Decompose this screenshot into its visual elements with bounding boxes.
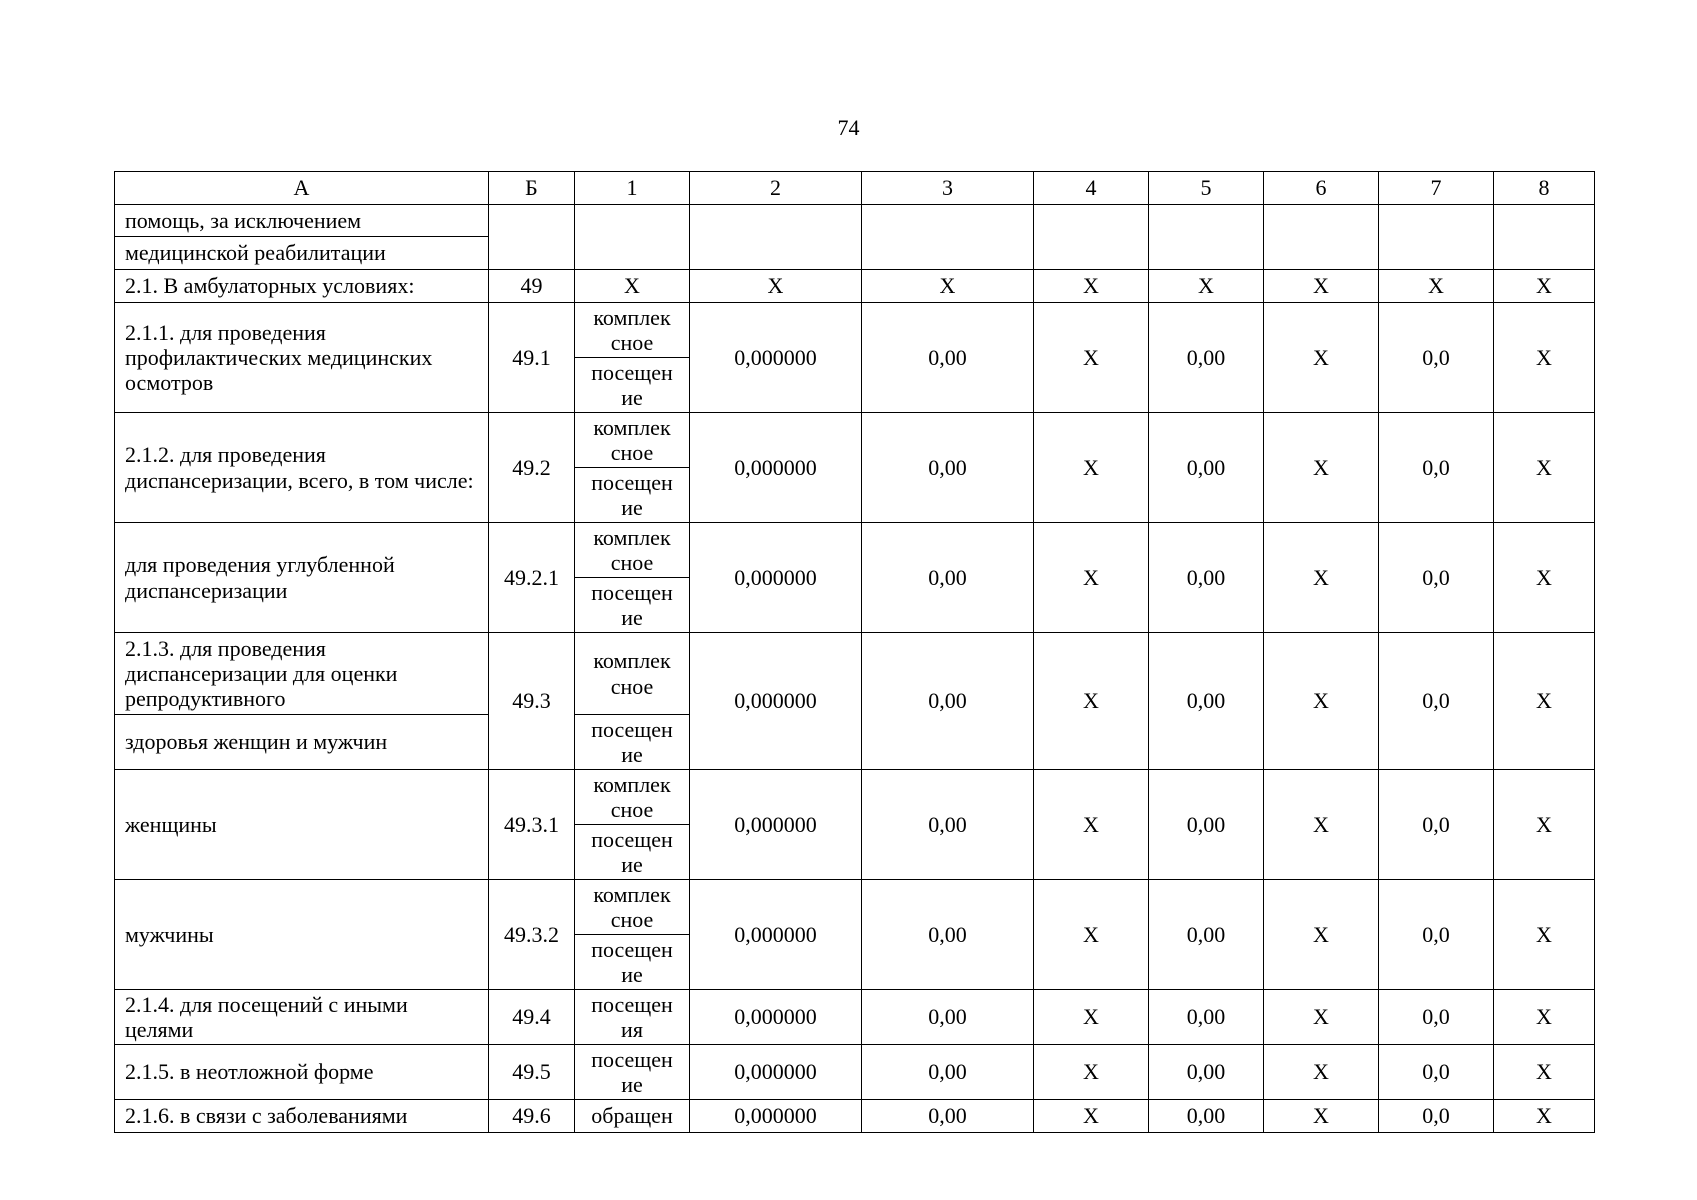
- cell-value: Х: [862, 270, 1034, 303]
- cell-value: Х: [1494, 880, 1595, 990]
- unit-text: посещен: [591, 991, 673, 1017]
- cell-value: 0,000000: [690, 523, 862, 633]
- unit-text: комплек: [593, 414, 671, 440]
- table-row: [115, 770, 1595, 825]
- unit-text: посещен: [591, 716, 673, 742]
- row-code: 49.3.1: [489, 770, 575, 880]
- page-number: 74: [837, 115, 860, 140]
- row-code: 49.3.2: [489, 880, 575, 990]
- header-cell: 6: [1264, 172, 1379, 205]
- unit-cell: [575, 990, 690, 1045]
- cell-value: 0,0: [1379, 1045, 1494, 1100]
- cell-value: 0,0: [1379, 1100, 1494, 1133]
- cell-value: 0,00: [1149, 990, 1264, 1045]
- unit-text: ие: [621, 605, 643, 630]
- cell-value: 0,000000: [690, 880, 862, 990]
- unit-text: сное: [610, 673, 654, 699]
- unit-cell: [575, 770, 690, 825]
- row-label: 2.1.4. для посещений с иными целями: [115, 990, 489, 1045]
- cell-value: 0,0: [1379, 990, 1494, 1045]
- table-row: [115, 1100, 1595, 1133]
- header-cell: 1: [575, 172, 690, 205]
- data-table: [114, 171, 1595, 1133]
- cell-value: 0,00: [862, 303, 1034, 413]
- empty-cell: [1494, 205, 1595, 270]
- row-label: мужчины: [115, 880, 489, 990]
- cell-value: 0,000000: [690, 413, 862, 523]
- row-code: 49: [489, 270, 575, 303]
- cell-value: 0,00: [1149, 1045, 1264, 1100]
- cell-value: Х: [1264, 303, 1379, 413]
- cell-value: Х: [1264, 770, 1379, 880]
- unit-text: комплек: [593, 771, 671, 797]
- cell-value: Х: [1494, 1045, 1595, 1100]
- empty-cell: [862, 205, 1034, 270]
- row-label: для проведения углубленной диспансеризации: [115, 523, 489, 633]
- header-cell: А: [115, 172, 489, 205]
- cell-value: Х: [575, 270, 690, 303]
- unit-text: сное: [610, 550, 654, 575]
- unit-cell: [575, 825, 690, 880]
- row-label: 2.1. В амбулаторных условиях:: [115, 270, 489, 303]
- cell-value: 0,00: [1149, 413, 1264, 523]
- header-cell: 5: [1149, 172, 1264, 205]
- cell-value: Х: [1494, 1100, 1595, 1133]
- cell-value: Х: [1264, 1045, 1379, 1100]
- unit-text: ие: [621, 962, 643, 987]
- cell-value: Х: [1034, 413, 1149, 523]
- row-label: 2.1.1. для проведения профилактических медицинских осмотров: [115, 303, 489, 413]
- unit-text: посещен: [591, 1046, 673, 1072]
- row-label: медицинской реабилитации: [115, 237, 489, 270]
- table-row: [115, 990, 1595, 1045]
- cell-value: 0,0: [1379, 303, 1494, 413]
- header-cell: 8: [1494, 172, 1595, 205]
- cell-value: Х: [1264, 413, 1379, 523]
- row-label: женщины: [115, 770, 489, 880]
- unit-cell: [575, 935, 690, 990]
- header-cell: 3: [862, 172, 1034, 205]
- cell-value: Х: [1494, 990, 1595, 1045]
- cell-value: 0,00: [1149, 880, 1264, 990]
- empty-cell: [489, 205, 575, 270]
- cell-value: Х: [1494, 523, 1595, 633]
- cell-value: Х: [1034, 990, 1149, 1045]
- unit-text: сное: [610, 797, 654, 822]
- table-row: [115, 880, 1595, 935]
- unit-cell: [575, 715, 690, 770]
- unit-text: комплек: [593, 304, 671, 330]
- unit-text: ия: [621, 1017, 643, 1042]
- header-cell: 2: [690, 172, 862, 205]
- row-code: 49.2.1: [489, 523, 575, 633]
- empty-cell: [1149, 205, 1264, 270]
- row-code: 49.5: [489, 1045, 575, 1100]
- cell-value: Х: [1034, 523, 1149, 633]
- cell-value: 0,00: [1149, 523, 1264, 633]
- cell-value: 0,000000: [690, 1045, 862, 1100]
- cell-value: Х: [1379, 270, 1494, 303]
- unit-text: комплек: [593, 881, 671, 907]
- table-row: [115, 303, 1595, 358]
- cell-value: 0,00: [862, 770, 1034, 880]
- cell-value: Х: [1149, 270, 1264, 303]
- cell-value: 0,00: [862, 880, 1034, 990]
- cell-value: Х: [1034, 303, 1149, 413]
- row-label: здоровья женщин и мужчин: [115, 715, 489, 770]
- unit-text: сное: [610, 440, 654, 465]
- cell-value: Х: [1264, 270, 1379, 303]
- empty-cell: [1034, 205, 1149, 270]
- cell-value: 0,00: [862, 990, 1034, 1045]
- table-row: [115, 523, 1595, 578]
- cell-value: 0,000000: [690, 633, 862, 770]
- unit-text: ие: [621, 495, 643, 520]
- empty-cell: [575, 205, 690, 270]
- unit-cell: [575, 358, 690, 413]
- unit-text: посещен: [591, 579, 673, 605]
- empty-cell: [1264, 205, 1379, 270]
- cell-value: 0,0: [1379, 523, 1494, 633]
- cell-value: Х: [1264, 1100, 1379, 1133]
- empty-cell: [690, 205, 862, 270]
- cell-value: 0,00: [862, 633, 1034, 770]
- cell-value: 0,00: [862, 1045, 1034, 1100]
- cell-value: 0,0: [1379, 413, 1494, 523]
- row-code: 49.2: [489, 413, 575, 523]
- row-code: 49.4: [489, 990, 575, 1045]
- empty-cell: [1379, 205, 1494, 270]
- cell-value: 0,00: [862, 1100, 1034, 1133]
- unit-cell: [575, 303, 690, 358]
- row-code: 49.3: [489, 633, 575, 770]
- table-row: [115, 1045, 1595, 1100]
- row-code: 49.1: [489, 303, 575, 413]
- row-code: 49.6: [489, 1100, 575, 1133]
- table-row: [115, 413, 1595, 468]
- cell-value: 0,00: [1149, 303, 1264, 413]
- header-cell: 4: [1034, 172, 1149, 205]
- header-cell: Б: [489, 172, 575, 205]
- unit-text: ие: [621, 385, 643, 410]
- unit-cell: [575, 633, 690, 715]
- unit-cell: [575, 578, 690, 633]
- cell-value: Х: [1494, 633, 1595, 770]
- cell-value: 0,0: [1379, 880, 1494, 990]
- unit-cell: обращен: [575, 1100, 690, 1133]
- unit-text: ие: [621, 1072, 643, 1097]
- cell-value: Х: [1494, 270, 1595, 303]
- cell-value: Х: [1034, 880, 1149, 990]
- unit-text: сное: [610, 907, 654, 932]
- cell-value: Х: [1034, 633, 1149, 770]
- cell-value: Х: [1034, 770, 1149, 880]
- unit-cell: [575, 413, 690, 468]
- unit-text: ие: [621, 742, 643, 767]
- cell-value: 0,000000: [690, 1100, 862, 1133]
- table-row: [115, 633, 1595, 715]
- row-label: 2.1.6. в связи с заболеваниями: [115, 1100, 489, 1133]
- cell-value: 0,00: [1149, 770, 1264, 880]
- cell-value: 0,000000: [690, 303, 862, 413]
- row-label: 2.1.3. для проведения диспансеризации для оценки репродуктивного: [115, 633, 489, 715]
- cell-value: 0,00: [862, 523, 1034, 633]
- row-label: 2.1.5. в неотложной форме: [115, 1045, 489, 1100]
- cell-value: 0,000000: [690, 770, 862, 880]
- unit-cell: [575, 880, 690, 935]
- unit-text: комплек: [593, 648, 671, 674]
- cell-value: Х: [690, 270, 862, 303]
- cell-value: 0,0: [1379, 770, 1494, 880]
- cell-value: 0,00: [862, 413, 1034, 523]
- cell-value: Х: [1034, 270, 1149, 303]
- cell-value: Х: [1494, 770, 1595, 880]
- cell-value: Х: [1264, 633, 1379, 770]
- cell-value: Х: [1494, 303, 1595, 413]
- header-cell: 7: [1379, 172, 1494, 205]
- cell-value: Х: [1034, 1100, 1149, 1133]
- cell-value: 0,000000: [690, 990, 862, 1045]
- unit-cell: [575, 1045, 690, 1100]
- header-row: [115, 172, 1595, 205]
- unit-text: сное: [610, 330, 654, 355]
- cell-value: 0,00: [1149, 1100, 1264, 1133]
- cell-value: Х: [1264, 990, 1379, 1045]
- unit-text: посещен: [591, 936, 673, 962]
- row-label: помощь, за исключением: [115, 205, 489, 237]
- cell-value: Х: [1034, 1045, 1149, 1100]
- unit-text: посещен: [591, 469, 673, 495]
- cell-value: 0,0: [1379, 633, 1494, 770]
- unit-text: ие: [621, 852, 643, 877]
- unit-text: посещен: [591, 826, 673, 852]
- cell-value: Х: [1264, 523, 1379, 633]
- cell-value: Х: [1494, 413, 1595, 523]
- cell-value: Х: [1264, 880, 1379, 990]
- unit-text: комплек: [593, 524, 671, 550]
- unit-text: посещен: [591, 359, 673, 385]
- unit-cell: [575, 468, 690, 523]
- row-label: 2.1.2. для проведения диспансеризации, всего, в том числе:: [115, 413, 489, 523]
- cell-value: 0,00: [1149, 633, 1264, 770]
- table-row: [115, 205, 1595, 237]
- unit-cell: [575, 523, 690, 578]
- table-row: [115, 270, 1595, 303]
